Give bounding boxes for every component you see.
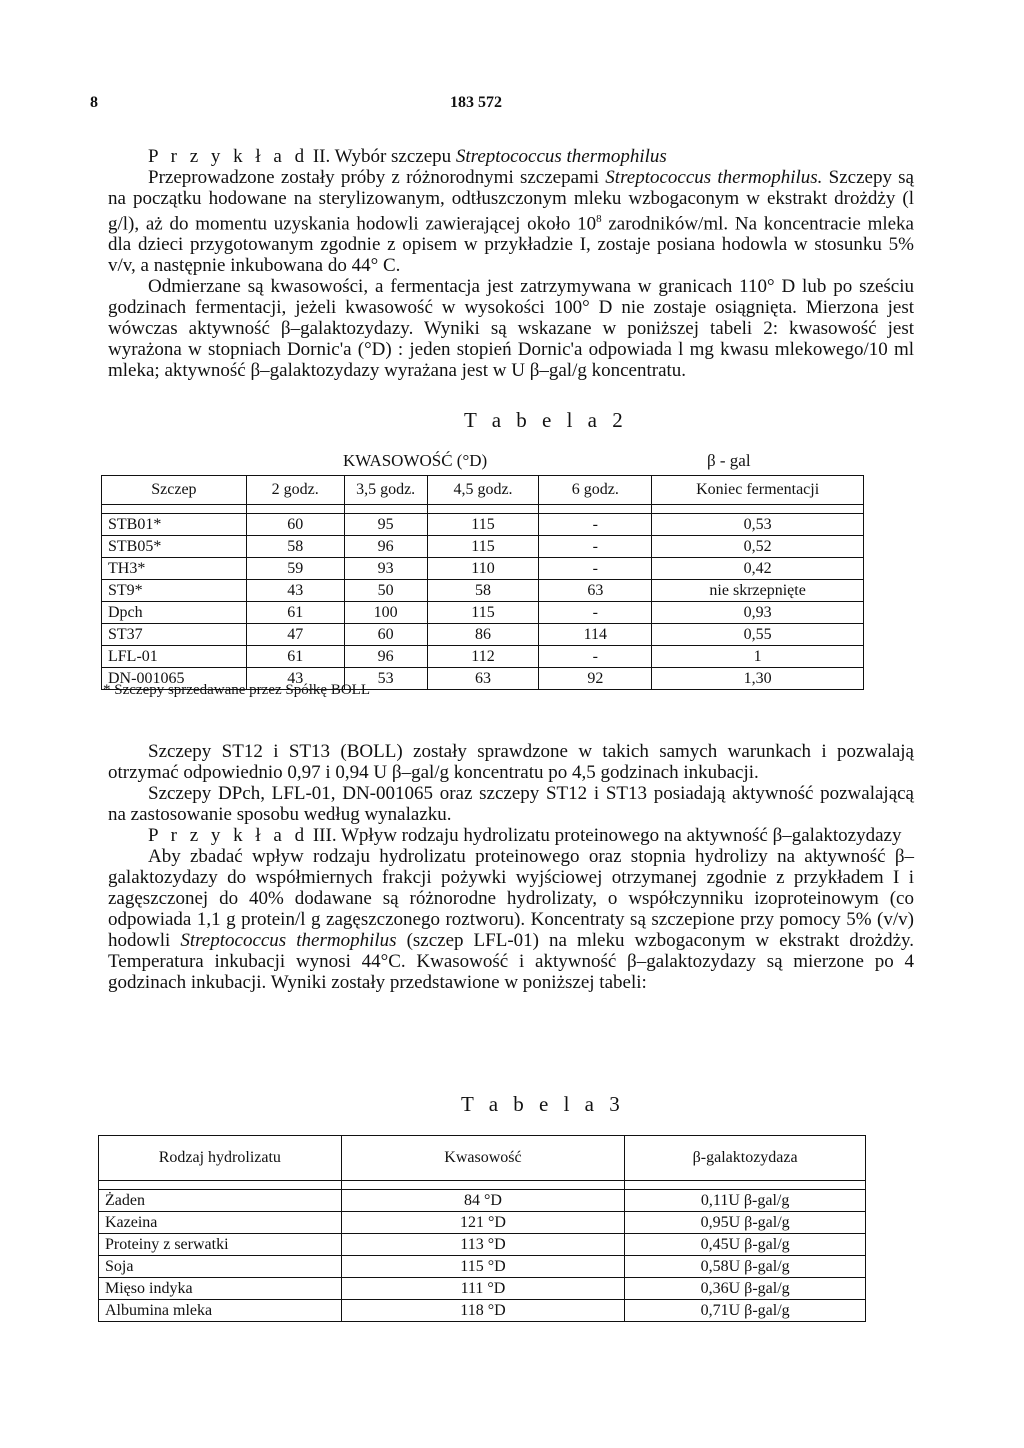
value-cell: 121 °D: [341, 1212, 625, 1234]
value-cell: 0,95U β-gal/g: [625, 1212, 866, 1234]
table-row: [102, 646, 864, 668]
value-cell: 0,71U β-gal/g: [625, 1300, 866, 1322]
column-header: 2 godz.: [246, 476, 344, 505]
value-cell: 115 °D: [341, 1256, 625, 1278]
table-2: [101, 475, 864, 690]
value-cell: 112: [427, 646, 539, 668]
table-row: [102, 536, 864, 558]
table-row: [99, 1300, 866, 1322]
value-cell: 1,30: [652, 668, 864, 690]
example-2-paragraph-2: Odmierzane są kwasowości, a fermentacja jest zatrzymywana w granicach 110° D lub po sześciu godzinach fermentacji, jeżeli kwasowość w wysokości 100° D nie zostaje osiągnięta. Mierzona jest wówczas aktywność β–galaktozydazy. Wyniki są wskazane w poniższej tabeli 2: kwasowość jest wyrażona w stopniach Dornic'a (°D) : jeden stopień Dornic'a odpowiada l mg kwasu mlekowego/10 ml mleka; aktywność β–galaktozydazy wyrażana jest w U β–gal/g koncentratu.: [108, 276, 914, 382]
strain-cell: TH3*: [102, 558, 247, 580]
value-cell: 0,55: [652, 624, 864, 646]
example-2-paragraph-1: Przeprowadzone zostały próby z różnorodnymi szczepami Streptococcus thermophilus. Szczepy są na początku hodowane na sterylizowanym, odtłuszczonym mleku wzbogaconym w ekstrakt drożdży (l g/l), aż do momentu uzyskania hodowli zawierającej około $10^8$ zarodników/ml. Na koncentracie mleka dla dzieci przygotowanym zgodnie z opisem w przykładzie I, zostaje posiana hodowla w stosunku 5% v/v, a następnie inkubowana do 44° C.: [108, 167, 914, 277]
value-cell: 115: [427, 536, 539, 558]
value-cell: 47: [246, 624, 344, 646]
hydrolysate-cell: Soja: [99, 1256, 342, 1278]
table-2-title: T a b e l a 2: [464, 408, 628, 432]
column-header: Koniec fermentacji: [652, 476, 864, 505]
value-cell: 118 °D: [341, 1300, 625, 1322]
table-3-title: T a b e l a 3: [461, 1092, 625, 1116]
value-cell: 96: [344, 646, 427, 668]
value-cell: 61: [246, 646, 344, 668]
table-2-footnote: * Szczepy sprzedawane przez Spółkę BOLL: [103, 682, 370, 698]
value-cell: nie skrzepnięte: [652, 580, 864, 602]
value-cell: 0,93: [652, 602, 864, 624]
hydrolysate-cell: Kazeina: [99, 1212, 342, 1234]
example-3-paragraph: Aby zbadać wpływ rodzaju hydrolizatu proteinowego oraz stopnia hydrolizy na aktywność β–galaktozydazy do współmiernych frakcji pożywki wyjściowej otrzymanej zgodnie z przykładem I i zagęszczonej do 40% dodawane są różnorodne hydrolizaty, o współczynniku izoproteinowym (co odpowiada 1,1 g protein/l g zagęszczonego roztworu). Koncentraty są szczepione przy pomocy 5% (v/v) hodowli Streptococcus thermophilus (szczep LFL-01) na mleku wzbogaconym w ekstrakt drożdży. Temperatura inkubacji wynosi 44°C. Kwasowość i aktywność β–galaktozydazy są mierzone po 4 godzinach inkubacji. Wyniki zostały przedstawione w poniższej tabeli:: [108, 846, 915, 993]
table-row: [99, 1256, 866, 1278]
value-cell: 95: [344, 514, 427, 536]
table-row: [102, 558, 864, 580]
value-cell: 63: [427, 668, 539, 690]
value-cell: 50: [344, 580, 427, 602]
value-cell: 0,36U β-gal/g: [625, 1278, 866, 1300]
table-row: [102, 514, 864, 536]
value-cell: -: [539, 602, 652, 624]
table-row: [99, 1190, 866, 1212]
strain-cell: Dpch: [102, 602, 247, 624]
example-2-heading: P r z y k ł a d II. Wybór szczepu Streptococcus thermophilus: [148, 146, 667, 167]
value-cell: 110: [427, 558, 539, 580]
column-header: 3,5 godz.: [344, 476, 427, 505]
value-cell: 43: [246, 668, 344, 690]
after-table-2-section: [108, 741, 914, 993]
value-cell: 58: [246, 536, 344, 558]
hydrolysate-cell: Proteiny z serwatki: [99, 1234, 342, 1256]
value-cell: 0,58U β-gal/g: [625, 1256, 866, 1278]
after-table-2-paragraph-2: Szczepy DPch, LFL-01, DN-001065 oraz szczepy ST12 i ST13 posiadają aktywność pozwalającą na zastosowanie sposobu według wynalazku.: [108, 783, 914, 825]
strain-cell: ST9*: [102, 580, 247, 602]
table-row: [102, 580, 864, 602]
value-cell: 111 °D: [341, 1278, 625, 1300]
table-2-group-acidity: KWASOWOŚĆ (°D): [343, 451, 488, 470]
table-2-group-beta: β - gal: [707, 451, 751, 470]
value-cell: 115: [427, 514, 539, 536]
column-header: β-galaktozydaza: [625, 1136, 866, 1181]
value-cell: -: [539, 536, 652, 558]
example-3-heading: P r z y k ł a d III. Wpływ rodzaju hydrolizatu proteinowego na aktywność β–galaktozydazy: [148, 825, 902, 846]
value-cell: 113 °D: [341, 1234, 625, 1256]
strain-cell: DN-001065: [102, 668, 247, 690]
example-2-section: [108, 146, 914, 381]
table-spacer-row: [102, 505, 864, 514]
hydrolysate-cell: Albumina mleka: [99, 1300, 342, 1322]
table-row: [102, 602, 864, 624]
column-header: 6 godz.: [539, 476, 652, 505]
value-cell: 60: [246, 514, 344, 536]
value-cell: -: [539, 646, 652, 668]
hydrolysate-cell: Mięso indyka: [99, 1278, 342, 1300]
value-cell: 1: [652, 646, 864, 668]
value-cell: 53: [344, 668, 427, 690]
hydrolysate-cell: Żaden: [99, 1190, 342, 1212]
table-row: [99, 1234, 866, 1256]
table-row: [102, 624, 864, 646]
column-header: 4,5 godz.: [427, 476, 539, 505]
value-cell: 0,11U β-gal/g: [625, 1190, 866, 1212]
value-cell: 96: [344, 536, 427, 558]
value-cell: 59: [246, 558, 344, 580]
value-cell: 61: [246, 602, 344, 624]
value-cell: 92: [539, 668, 652, 690]
value-cell: 100: [344, 602, 427, 624]
value-cell: 43: [246, 580, 344, 602]
value-cell: 84 °D: [341, 1190, 625, 1212]
after-table-2-paragraph-1: Szczepy ST12 i ST13 (BOLL) zostały sprawdzone w takich samych warunkach i pozwalają otrzymać odpowiednio 0,97 i 0,94 U β–gal/g koncentratu po 4,5 godzinach inkubacji.: [108, 741, 914, 783]
table-row: [99, 1212, 866, 1234]
value-cell: 0,42: [652, 558, 864, 580]
value-cell: 86: [427, 624, 539, 646]
value-cell: 60: [344, 624, 427, 646]
table-header-row: [99, 1136, 866, 1181]
value-cell: 0,53: [652, 514, 864, 536]
strain-cell: ST37: [102, 624, 247, 646]
table-spacer-row: [99, 1181, 866, 1190]
strain-cell: STB01*: [102, 514, 247, 536]
page-number: 8: [90, 94, 98, 111]
value-cell: -: [539, 514, 652, 536]
strain-cell: STB05*: [102, 536, 247, 558]
value-cell: 58: [427, 580, 539, 602]
value-cell: 115: [427, 602, 539, 624]
table-header-row: [102, 476, 864, 505]
document-number: 183 572: [450, 94, 502, 111]
value-cell: 93: [344, 558, 427, 580]
value-cell: 0,45U β-gal/g: [625, 1234, 866, 1256]
table-row: [99, 1278, 866, 1300]
value-cell: -: [539, 558, 652, 580]
column-header: Szczep: [102, 476, 247, 505]
strain-cell: LFL-01: [102, 646, 247, 668]
value-cell: 114: [539, 624, 652, 646]
table-3: [98, 1135, 866, 1322]
column-header: Rodzaj hydrolizatu: [99, 1136, 342, 1181]
value-cell: 0,52: [652, 536, 864, 558]
value-cell: 63: [539, 580, 652, 602]
column-header: Kwasowość: [341, 1136, 625, 1181]
